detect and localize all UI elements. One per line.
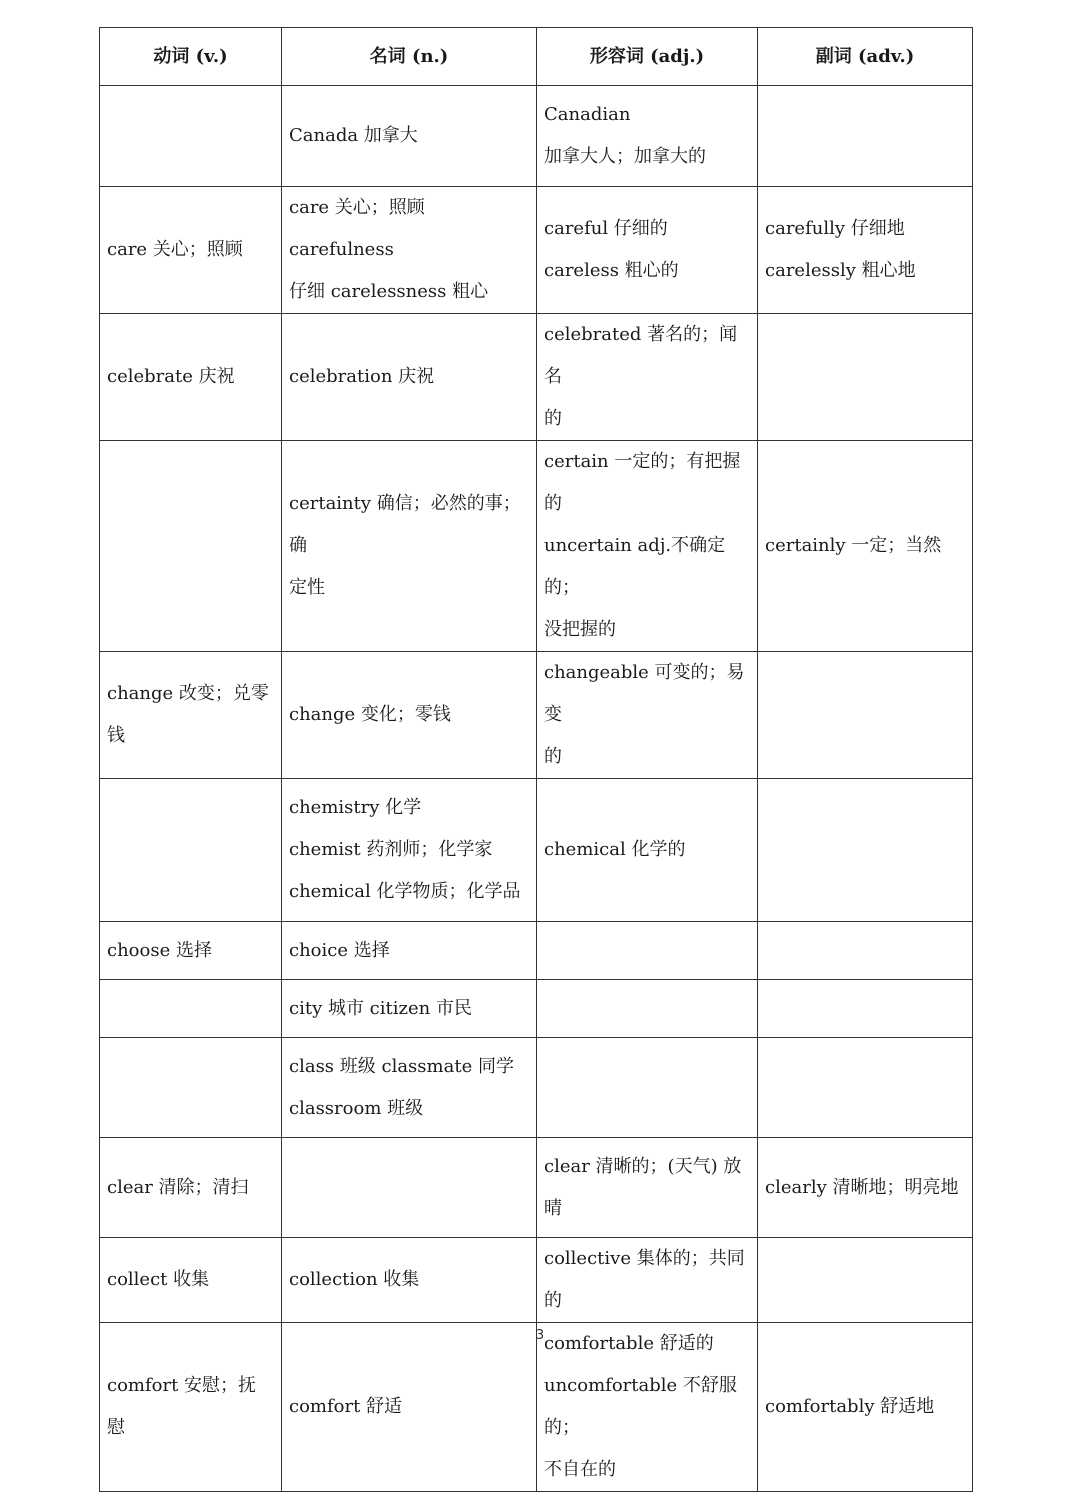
cell-line: change 改变；兑零 bbox=[107, 683, 269, 704]
cell-line: certainty 确信；必然的事；确 bbox=[289, 493, 521, 556]
cell-line: chemistry 化学 bbox=[289, 797, 422, 818]
cell-line: chemical 化学的 bbox=[544, 839, 686, 860]
cell-line: collect 收集 bbox=[107, 1269, 210, 1290]
noun-cell bbox=[282, 86, 537, 187]
adverb-cell bbox=[758, 314, 973, 441]
noun-cell bbox=[282, 1138, 537, 1238]
table-row bbox=[100, 86, 973, 187]
cell-line: 加拿大人；加拿大的 bbox=[544, 146, 706, 167]
adverb-cell bbox=[758, 1238, 973, 1323]
cell-line: 不自在的 bbox=[544, 1459, 616, 1480]
noun-cell bbox=[282, 980, 537, 1038]
adverb-cell bbox=[758, 1323, 973, 1492]
cell-line: carefully 仔细地 bbox=[765, 218, 905, 239]
cell-line: celebrate 庆祝 bbox=[107, 366, 235, 387]
cell-line: certain 一定的；有把握的 bbox=[544, 451, 741, 514]
cell-line: careless 粗心的 bbox=[544, 260, 679, 281]
cell-line: changeable 可变的；易变 bbox=[544, 662, 745, 725]
cell-line: city 城市 citizen 市民 bbox=[289, 997, 472, 1019]
cell-line: clearly 清晰地；明亮地 bbox=[765, 1176, 959, 1198]
cell-line: clear 清晰的；(天气) 放 bbox=[544, 1155, 742, 1177]
adverb-cell bbox=[758, 922, 973, 980]
cell-line: care 关心；照顾 bbox=[107, 239, 243, 260]
header-adverb: 副词 (adv.) bbox=[758, 28, 973, 86]
verb-cell bbox=[100, 187, 282, 314]
noun-cell bbox=[282, 441, 537, 652]
vocabulary-table bbox=[99, 27, 973, 1492]
table-row bbox=[100, 1038, 973, 1138]
header-verb: 动词 (v.) bbox=[100, 28, 282, 86]
cell-line: Canada 加拿大 bbox=[289, 125, 418, 146]
adverb-cell bbox=[758, 779, 973, 922]
noun-cell bbox=[282, 779, 537, 922]
adjective-cell bbox=[537, 1138, 758, 1238]
noun-cell bbox=[282, 187, 537, 314]
header-row bbox=[100, 28, 973, 86]
cell-line: 定性 bbox=[289, 577, 325, 598]
cell-line: 的 bbox=[544, 746, 562, 767]
cell-line: uncertain adj.不确定的； bbox=[544, 535, 726, 598]
verb-cell bbox=[100, 86, 282, 187]
cell-line: certainly 一定；当然 bbox=[765, 535, 942, 556]
table-row bbox=[100, 441, 973, 652]
table-body bbox=[100, 86, 973, 1492]
cell-line: comfort 安慰；抚慰 bbox=[107, 1375, 257, 1438]
verb-cell bbox=[100, 1238, 282, 1323]
verb-cell bbox=[100, 922, 282, 980]
adverb-cell bbox=[758, 980, 973, 1038]
verb-cell bbox=[100, 652, 282, 779]
table-row bbox=[100, 187, 973, 314]
adjective-cell bbox=[537, 1038, 758, 1138]
table-row bbox=[100, 779, 973, 922]
cell-line: celebration 庆祝 bbox=[289, 366, 435, 387]
header-adjective: 形容词 (adj.) bbox=[537, 28, 758, 86]
table-row bbox=[100, 314, 973, 441]
cell-line: 晴 bbox=[544, 1197, 562, 1219]
table-row bbox=[100, 1323, 973, 1492]
cell-line: classroom 班级 bbox=[289, 1097, 424, 1119]
adverb-cell bbox=[758, 187, 973, 314]
adjective-cell bbox=[537, 779, 758, 922]
adjective-cell bbox=[537, 922, 758, 980]
verb-cell bbox=[100, 779, 282, 922]
adjective-cell bbox=[537, 86, 758, 187]
cell-line: chemical 化学物质；化学品 bbox=[289, 881, 521, 902]
verb-cell bbox=[100, 1323, 282, 1492]
cell-line: clear 清除；清扫 bbox=[107, 1176, 249, 1198]
cell-line: 没把握的 bbox=[544, 619, 616, 640]
cell-line: 的 bbox=[544, 408, 562, 429]
adjective-cell bbox=[537, 1238, 758, 1323]
cell-line: celebrated 著名的；闻名 bbox=[544, 324, 738, 387]
verb-cell bbox=[100, 980, 282, 1038]
cell-line: uncomfortable 不舒服的； bbox=[544, 1375, 737, 1438]
table-row bbox=[100, 1238, 973, 1323]
cell-line: care 关心；照顾 carefulness bbox=[289, 197, 425, 260]
page-number: 3 bbox=[535, 1328, 545, 1343]
cell-line: comfort 舒适 bbox=[289, 1396, 403, 1417]
cell-line: careful 仔细的 bbox=[544, 218, 668, 239]
cell-line: comfortable 舒适的 bbox=[544, 1333, 714, 1354]
noun-cell bbox=[282, 1323, 537, 1492]
verb-cell bbox=[100, 1138, 282, 1238]
cell-line: comfortably 舒适地 bbox=[765, 1396, 935, 1417]
adjective-cell bbox=[537, 980, 758, 1038]
table-row bbox=[100, 1138, 973, 1238]
adverb-cell bbox=[758, 652, 973, 779]
cell-line: 钱 bbox=[107, 725, 125, 746]
cell-line: carelessly 粗心地 bbox=[765, 260, 916, 281]
table-row bbox=[100, 652, 973, 779]
adjective-cell bbox=[537, 314, 758, 441]
cell-line: choice 选择 bbox=[289, 939, 390, 961]
adverb-cell bbox=[758, 1038, 973, 1138]
cell-line: 仔细 carelessness 粗心 bbox=[289, 281, 489, 302]
table-row bbox=[100, 980, 973, 1038]
noun-cell bbox=[282, 652, 537, 779]
adverb-cell bbox=[758, 1138, 973, 1238]
noun-cell bbox=[282, 922, 537, 980]
noun-cell bbox=[282, 1238, 537, 1323]
adverb-cell bbox=[758, 86, 973, 187]
table-row bbox=[100, 922, 973, 980]
header-noun: 名词 (n.) bbox=[282, 28, 537, 86]
adjective-cell bbox=[537, 652, 758, 779]
cell-line: collective 集体的；共同的 bbox=[544, 1248, 745, 1311]
cell-line: choose 选择 bbox=[107, 939, 212, 961]
verb-cell bbox=[100, 1038, 282, 1138]
cell-line: Canadian bbox=[544, 104, 631, 125]
verb-cell bbox=[100, 314, 282, 441]
cell-line: chemist 药剂师；化学家 bbox=[289, 839, 493, 860]
noun-cell bbox=[282, 1038, 537, 1138]
adjective-cell bbox=[537, 1323, 758, 1492]
adjective-cell bbox=[537, 187, 758, 314]
noun-cell bbox=[282, 314, 537, 441]
cell-line: class 班级 classmate 同学 bbox=[289, 1055, 514, 1077]
adverb-cell bbox=[758, 441, 973, 652]
adjective-cell bbox=[537, 441, 758, 652]
verb-cell bbox=[100, 441, 282, 652]
cell-line: change 变化；零钱 bbox=[289, 704, 451, 725]
cell-line: collection 收集 bbox=[289, 1269, 420, 1290]
